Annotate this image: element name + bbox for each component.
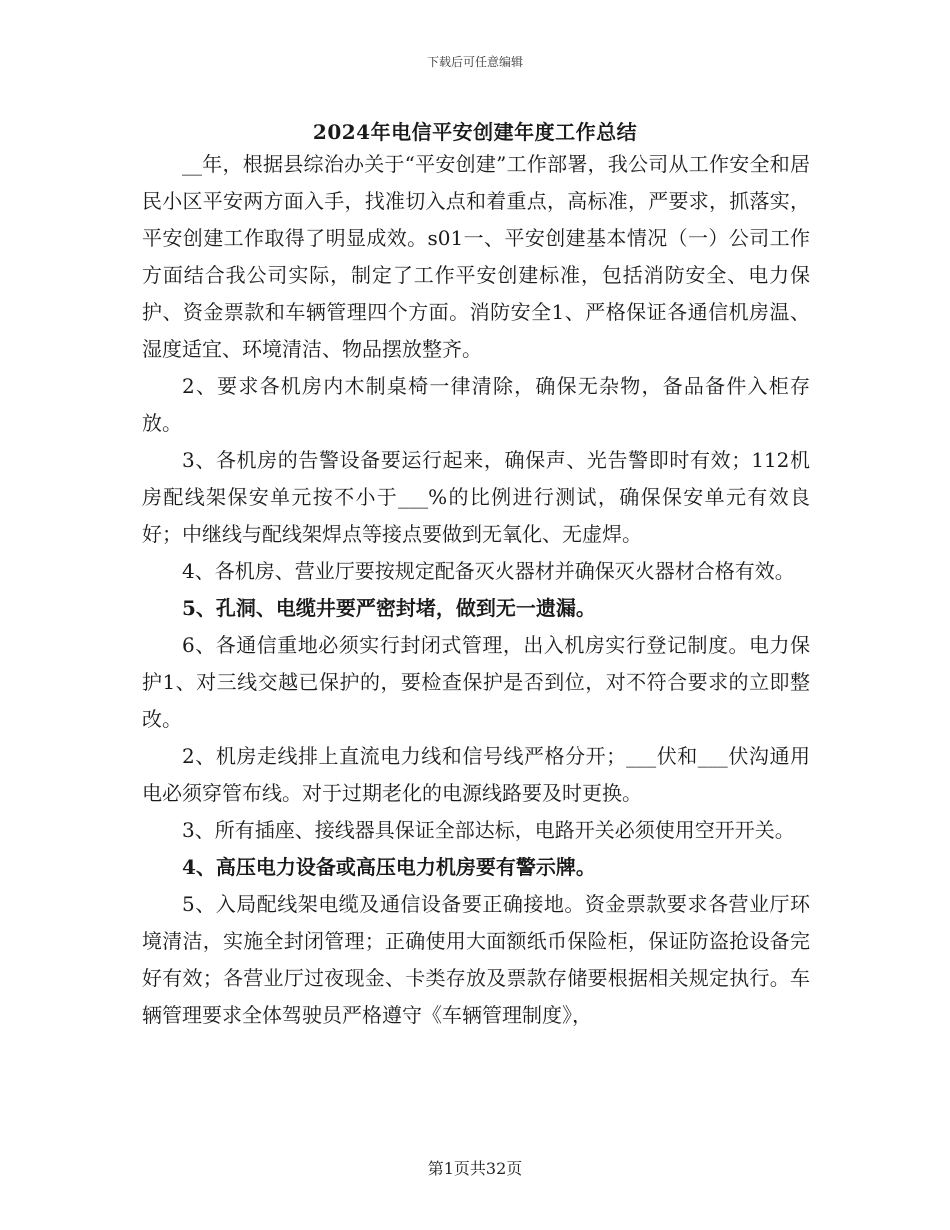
paragraph-10: 5、入局配线架电缆及通信设备要正确接地。资金票款要求各营业厅环境清洁，实施全封闭管理；正确使用大面额纸币保险柜，保证防盗抢设备完好有效；各营业厅过夜现金、卡类存放及票款存储要根据相关规定执行。车辆管理要求全体驾驶员严格遵守《车辆管理制度》， xyxy=(142,892,810,1027)
document-title: 2024年电信平安创建年度工作总结 xyxy=(312,120,638,144)
paragraph-7: 2、机房走线排上直流电力线和信号线严格分开；___伏和___伏沟通用电必须穿管布线。对于过期老化的电源线路要及时更换。 xyxy=(142,744,810,805)
paragraph-2: 2、要求各机房内木制桌椅一律清除，确保无杂物，备品备件入柜存放。 xyxy=(142,374,810,435)
paragraph-9: 4、高压电力设备或高压电力机房要有警示牌。 xyxy=(182,855,596,879)
page-footer: 第1页共32页 xyxy=(427,1159,523,1178)
paragraph-6: 6、各通信重地必须实行封闭式管理，出入机房实行登记制度。电力保护1、对三线交越已保护的，要检查保护是否到位，对不符合要求的立即整改。 xyxy=(142,633,810,731)
paragraph-8: 3、所有插座、接线器具保证全部达标，电路开关必须使用空开开关。 xyxy=(182,818,795,842)
document-body xyxy=(142,146,810,1034)
paragraph-4: 4、各机房、营业厅要按规定配备灭火器材并确保灭火器材合格有效。 xyxy=(182,559,795,583)
paragraph-1: __年，根据县综治办关于“平安创建”工作部署，我公司从工作安全和居民小区平安两方面入手，找准切入点和着重点，高标准，严要求，抓落实，平安创建工作取得了明显成效。s01一、平安创建基本情况（一）公司工作方面结合我公司实际，制定了工作平安创建标准，包括消防安全、电力保护、资金票款和车辆管理四个方面。消防安全1、严格保证各通信机房温、湿度适宜、环境清洁、物品摆放整齐。 xyxy=(142,152,810,361)
page-header: 下载后可任意编辑 xyxy=(426,55,523,69)
paragraph-5: 5、孔洞、电缆井要严密封堵，做到无一遗漏。 xyxy=(182,596,596,620)
paragraph-3: 3、各机房的告警设备要运行起来，确保声、光告警即时有效；112机房配线架保安单元按不小于___%的比例进行测试，确保保安单元有效良好；中继线与配线架焊点等接点要做到无氧化、无虚焊。 xyxy=(142,448,810,546)
